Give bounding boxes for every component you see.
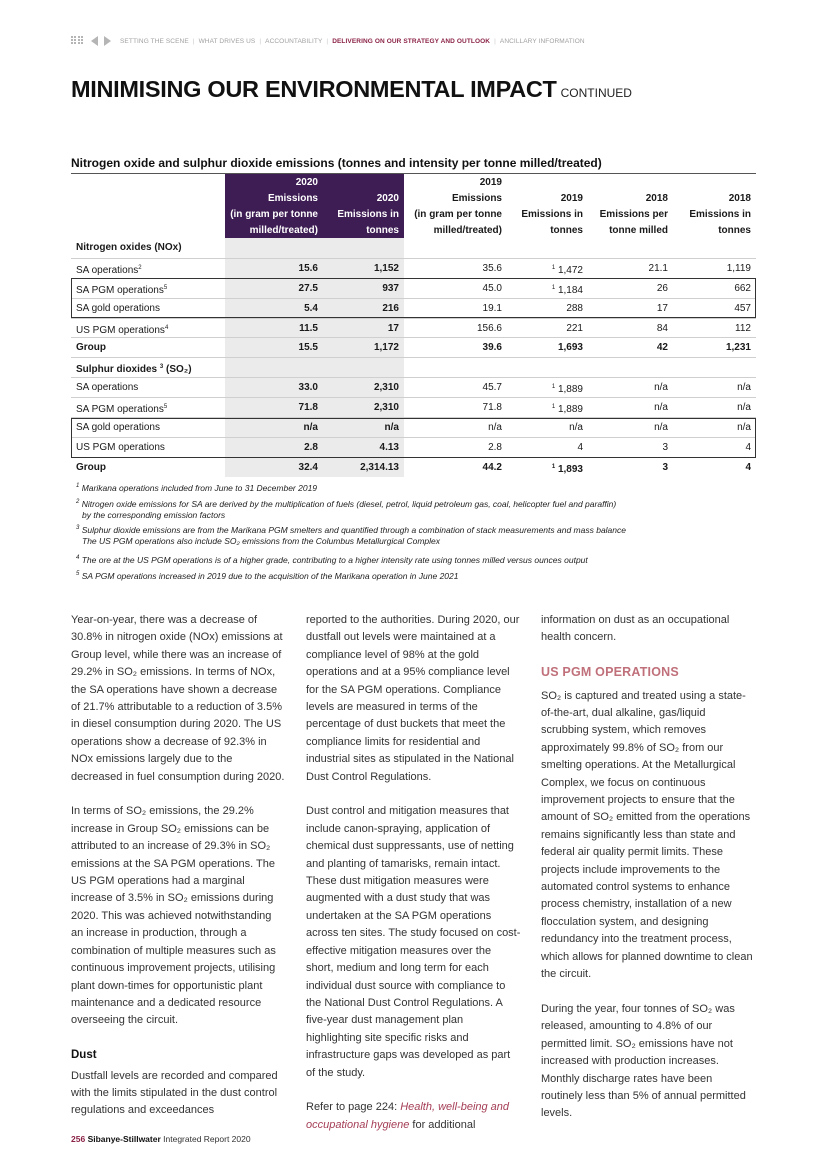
page-footer <box>71 1134 251 1144</box>
paragraph-so2-capture: SO₂ is captured and treated using a state-of-the-art, dual alkaline, gas/liquid scrubbing system, which removes approximately 99.8% of SO₂ from our smelting operations. At the Metallurgical Complex, we focus on continuous improvement projects to ensure that the amount of SO₂ emitted from the operations remains significantly less than state and federal air quality permit limits. These projects include improvements to the automated control systems to enhance process chemistry, installation of a new flocculation system, and designing redundancy into the treatment process, which allows for planned downtime to clean the circuit. <box>541 689 753 981</box>
table-row <box>71 377 756 397</box>
section-header-row <box>71 357 756 377</box>
footnote-ref: 1 <box>551 404 556 411</box>
footnote-ref: 1 <box>551 284 556 291</box>
table-cell: 2,314.13 <box>360 461 399 473</box>
table-cell: 3 <box>662 441 668 453</box>
footnote-ref: 3 <box>159 364 164 371</box>
table-cell: 4 <box>745 441 751 453</box>
table-cell: 156.6 <box>476 322 502 334</box>
table-cell: 84 <box>656 322 668 334</box>
nav-separator: | <box>326 37 329 45</box>
table-cell: 2,310 <box>373 382 399 394</box>
table-row <box>71 258 756 278</box>
table-row <box>71 417 756 437</box>
table-cell: 4 <box>577 441 583 453</box>
paragraph-dustfall: Dustfall levels are recorded and compared with the limits stipulated in the dust control regulations and exceedances <box>71 1069 278 1117</box>
table-cell: 21.1 <box>648 262 668 274</box>
row-label: Group <box>76 342 106 354</box>
table-cell: 17 <box>387 322 399 334</box>
table-cell: 937 <box>382 282 399 294</box>
table-cell: 2,310 <box>373 402 399 414</box>
table-cell: 2.8 <box>304 441 318 453</box>
table-cell: 221 <box>566 322 583 334</box>
table-cell: 112 <box>735 322 751 334</box>
table-cell: 4 <box>745 461 751 473</box>
footnote-number: 5 <box>76 571 80 577</box>
page-title <box>71 76 632 103</box>
header-2020-tonnes: 2020 Emissions in tonnes <box>323 174 404 238</box>
paragraph-emissions-decrease: Year-on-year, there was a decrease of 30.8% in nitrogen oxide (NOx) emissions at Group level, while there was an increase of 29.2% in SO₂ emissions. In terms of NOx, the SA operations have shown a decrease of 21.7% attributable to a reduction of 3.5% in diesel consumption during 2020. The US operations show a decrease of 92.3% in NOx emissions largely due to the decreased in fuel consumption during 2020. <box>71 614 285 783</box>
paragraph-refer <box>306 1099 521 1134</box>
paragraph-dust-control: Dust control and mitigation measures that include canon-spraying, application of chemical dust suppressants, use of netting and planting of tamarisks, remain intact. These dust mitigation measures were augmented with a dust study that was undertaken at the SA PGM operations across ten sites. The study focused on cost-effective mitigation measures over the short, medium and long term for each individual dust source with compliance to the National Dust Control Regulations. A five-year dust management plan highlighting site specific risks and infrastructure gaps was developed as part of the study. <box>306 805 521 1079</box>
footnote: $^1$ Marikana operations included from June to 31 December 2019 <box>76 483 318 493</box>
refer-text-end: for additional <box>409 1118 476 1131</box>
table-cell: n/a <box>654 382 668 394</box>
table-title: Nitrogen oxide and sulphur dioxide emissions (tonnes and intensity per tonne milled/treated) <box>71 156 602 170</box>
body-column-1 <box>71 612 286 1137</box>
table-cell: 26 <box>656 282 668 294</box>
table-cell: $^1$ 1,889 <box>551 404 583 416</box>
table-row <box>71 437 756 457</box>
table-cell: 15.6 <box>298 262 318 274</box>
table-cell: 33.0 <box>298 382 318 394</box>
footnote-ref: 2 <box>138 264 142 271</box>
nav-what-drives-us[interactable]: WHAT DRIVES US <box>198 37 256 45</box>
header-2018-intensity: 2018 Emissions per tonne milled <box>599 193 668 236</box>
table-row <box>71 337 756 357</box>
table-cell: n/a <box>737 382 751 394</box>
table-cell: 11.5 <box>299 322 318 334</box>
table-row <box>71 457 756 477</box>
company-name: Sibanye-Stillwater <box>87 1134 161 1144</box>
table-cell: 32.4 <box>298 461 318 473</box>
header-2020-intensity: 2020 Emissions (in gram per tonne milled/treated) <box>225 174 323 238</box>
page-title-continued: CONTINUED <box>560 86 632 100</box>
footnote-ref: 1 <box>551 264 556 271</box>
table-cell: 288 <box>566 302 583 314</box>
row-label: US PGM operations <box>76 441 165 453</box>
footnote-ref: 5 <box>163 284 168 291</box>
footnote-ref: 1 <box>551 384 556 391</box>
body-column-3 <box>541 612 756 1140</box>
row-label: SA operations <box>76 382 139 394</box>
table-cell: n/a <box>488 422 502 434</box>
footnote-ref: 1 <box>551 463 556 470</box>
footnote-ref: 5 <box>163 404 168 411</box>
table-cell: n/a <box>654 402 668 414</box>
section-header-row <box>71 238 756 258</box>
table-row <box>71 397 756 417</box>
nav-separator: | <box>192 37 195 45</box>
table-row <box>71 298 756 318</box>
section-label: Nitrogen oxides (NOx) <box>76 242 182 253</box>
nav-separator: | <box>259 37 262 45</box>
nav-accountability[interactable]: ACCOUNTABILITY <box>265 37 323 45</box>
top-nav <box>71 34 585 48</box>
table-cell: 15.5 <box>298 342 318 354</box>
nav-ancillary-information[interactable]: ANCILLARY INFORMATION <box>499 37 585 45</box>
page-number: 256 <box>71 1134 86 1144</box>
table-cell: n/a <box>654 422 668 434</box>
table-cell: 1,231 <box>725 342 751 354</box>
table-cell: 71.8 <box>482 402 502 414</box>
footnote: $^2$ Nitrogen oxide emissions for SA are derived by the multiplication of fuels (diesel, petrol, liquid petroleum gas, coal, helicopter fuel and paraffin) by the corresponding emission factors <box>76 499 617 520</box>
table-cell: n/a <box>303 422 318 434</box>
grid-menu-icon[interactable] <box>71 36 84 47</box>
footnote-number: 1 <box>76 483 80 489</box>
report-name: Integrated Report 2020 <box>163 1134 251 1144</box>
health-hygiene-link[interactable]: Health, well-being and occupational hygiene <box>306 1101 510 1131</box>
footnote: $^4$ The ore at the US PGM operations is of a higher grade, contributing to a higher intensity rate using tonnes milled versus ounces output <box>76 555 588 565</box>
footnote-number: 4 <box>76 555 80 561</box>
table-cell: 17 <box>656 302 668 314</box>
nav-delivering-strategy[interactable]: DELIVERING ON OUR STRATEGY AND OUTLOOK <box>332 37 491 45</box>
table-cell: 1,152 <box>373 262 399 274</box>
heading-us-pgm-operations: US PGM OPERATIONS <box>541 665 679 680</box>
table-cell: 216 <box>382 302 399 314</box>
row-label: Group <box>76 461 106 473</box>
row-label: SA operations$^2$ <box>76 264 142 276</box>
header-2018-tonnes: 2018 Emissions in tonnes <box>689 193 751 236</box>
section-label: Sulphur dioxides $^3$ (SO₂) <box>76 364 192 376</box>
table-cell: 1,119 <box>726 262 751 274</box>
nav-setting-the-scene[interactable]: SETTING THE SCENE <box>120 37 189 45</box>
heading-dust: Dust <box>71 1049 97 1062</box>
paragraph-dust-compliance: reported to the authorities. During 2020, our dustfall out levels were maintained at a compliance level of 98% at the gold operations and at a 95% compliance level for the SA PGM operations. Compliance levels are measured in terms of the percentage of dust buckets that meet the compliance limits for residential and industrial sites as stipulated in the National Dust Control Regulations. <box>306 614 520 783</box>
table-cell: 19.1 <box>482 302 502 314</box>
table-cell: 45.7 <box>482 382 502 394</box>
table-cell: n/a <box>569 422 583 434</box>
paragraph-so2-increase: In terms of SO₂ emissions, the 29.2% increase in Group SO₂ emissions can be attributed to an increase of 29.3% in SO₂ emissions at the SA PGM operations. The US PGM operations had a marginal increase of 3.5% in SO₂ emissions during 2020. This was achieved notwithstanding an increase in production, through a combination of multiple measures such as continuous improvement projects, utilising plant down-times for opportunistic plant maintenance and a dedicated resource overseeing the circuit. <box>71 805 276 1027</box>
next-arrow-icon[interactable] <box>104 36 111 46</box>
table-cell: 5.4 <box>304 302 318 314</box>
table-row <box>71 278 756 298</box>
table-cell: $^1$ 1,889 <box>551 384 583 396</box>
refer-text: Refer to page 224: <box>306 1101 401 1114</box>
header-2019-intensity: 2019 Emissions (in gram per tonne milled/treated) <box>414 177 502 236</box>
table-cell: 71.8 <box>298 402 318 414</box>
table-cell: 1,693 <box>557 342 583 354</box>
paragraph-dust-health: information on dust as an occupational health concern. <box>541 614 730 644</box>
footnote-number: 2 <box>76 499 80 505</box>
prev-arrow-icon[interactable] <box>91 36 98 46</box>
table-cell: 39.6 <box>482 342 502 354</box>
table-cell: n/a <box>737 422 751 434</box>
paragraph-so2-released: During the year, four tonnes of SO₂ was released, amounting to 4.8% of our permitted limit. SO₂ emissions have not increased with production increases. Monthly discharge rates have been routinely less than 5% of annual permitted levels. <box>541 1002 746 1120</box>
header-2019-tonnes: 2019 Emissions in tonnes <box>521 193 583 236</box>
table-row <box>71 318 756 338</box>
row-label: SA gold operations <box>76 422 160 434</box>
table-cell: 44.2 <box>482 461 502 473</box>
table-cell: 27.5 <box>298 282 318 294</box>
table-cell: n/a <box>384 422 399 434</box>
footnote: $^3$ Sulphur dioxide emissions are from the Marikana PGM smelters and quantified through a combination of stack measurements and mass balance The US PGM operations also include SO₂ emissions from the Columbus Metallurgical Complex <box>76 525 626 546</box>
table-cell: $^1$ 1,472 <box>551 264 583 276</box>
footnote: $^5$ SA PGM operations increased in 2019 due to the acquisition of the Marikana operation in June 2021 <box>76 571 459 581</box>
footnote-ref: 4 <box>164 324 169 331</box>
table-cell: 3 <box>662 461 668 473</box>
footnote-number: 3 <box>76 525 80 531</box>
table-cell: 45.0 <box>482 282 502 294</box>
table-cell: n/a <box>737 402 751 414</box>
table-cell: $^1$ 1,184 <box>551 284 583 296</box>
table-cell: 662 <box>734 282 751 294</box>
page-title-main: MINIMISING OUR ENVIRONMENTAL IMPACT <box>71 76 557 102</box>
row-label: SA PGM operations$^5$ <box>76 284 168 296</box>
table-header <box>71 174 756 238</box>
table-body <box>71 238 756 477</box>
table-cell: 42 <box>656 342 668 354</box>
row-label: SA gold operations <box>76 302 160 314</box>
table-cell: 2.8 <box>488 441 502 453</box>
row-label: US PGM operations$^4$ <box>76 324 169 336</box>
nav-separator: | <box>494 37 496 45</box>
table-cell: $^1$ 1,893 <box>551 463 583 475</box>
body-column-2 <box>306 612 521 1152</box>
table-cell: 4.13 <box>379 441 399 453</box>
table-cell: 1,172 <box>373 342 399 354</box>
table-cell: 35.6 <box>482 262 502 274</box>
emissions-table <box>71 174 756 477</box>
table-cell: 457 <box>734 302 751 314</box>
row-label: SA PGM operations$^5$ <box>76 404 168 416</box>
